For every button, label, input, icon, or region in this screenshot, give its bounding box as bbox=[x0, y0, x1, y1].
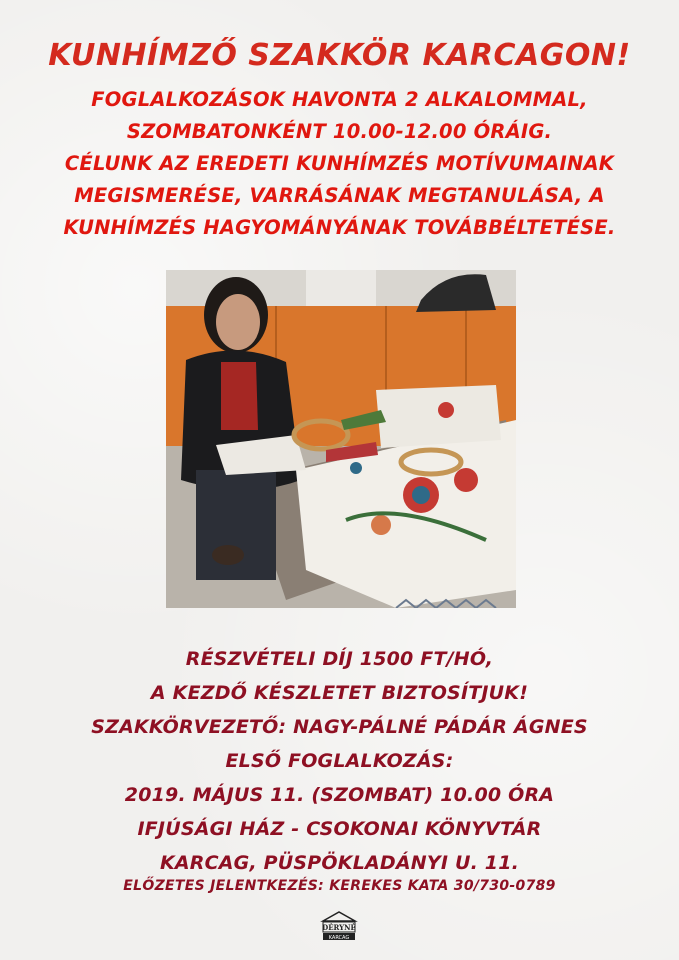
photo-illustration bbox=[166, 270, 516, 608]
detail-line: A KEZDŐ KÉSZLETET BIZTOSÍTJUK! bbox=[150, 682, 529, 704]
poster-title: KUNHÍMZŐ SZAKKÖR KARCAGON! bbox=[48, 38, 631, 73]
event-details bbox=[0, 642, 679, 880]
detail-line: KARCAG, PÜSPÖKLADÁNYI U. 11. bbox=[159, 852, 520, 874]
intro-text bbox=[0, 84, 679, 244]
intro-line: FOGLALKOZÁSOK HAVONTA 2 ALKALOMMAL, bbox=[91, 88, 588, 111]
detail-line: RÉSZVÉTELI DÍJ 1500 FT/HÓ, bbox=[185, 648, 494, 670]
detail-line: ELSŐ FOGLALKOZÁS: bbox=[225, 750, 454, 772]
detail-line: IFJÚSÁGI HÁZ - CSOKONAI KÖNYVTÁR bbox=[137, 818, 542, 840]
contact-line: ELŐZETES JELENTKEZÉS: KEREKES KATA 30/730-0789 bbox=[123, 878, 556, 894]
intro-line: SZOMBATONKÉNT 10.00-12.00 ÓRÁIG. bbox=[126, 120, 553, 143]
embroidery-photo bbox=[166, 270, 516, 608]
deryne-logo bbox=[319, 910, 359, 942]
intro-line: KUNHÍMZÉS HAGYOMÁNYÁNAK TOVÁBBÉLTETÉSE. bbox=[63, 216, 616, 239]
detail-line: 2019. MÁJUS 11. (SZOMBAT) 10.00 ÓRA bbox=[124, 784, 555, 806]
logo-name: DÉRYNÉ bbox=[322, 923, 356, 932]
detail-line: SZAKKÖRVEZETŐ: NAGY-PÁLNÉ PÁDÁR ÁGNES bbox=[91, 716, 588, 738]
intro-line: MEGISMERÉSE, VARRÁSÁNAK MEGTANULÁSA, A bbox=[74, 184, 605, 207]
logo-city: KARCAG bbox=[328, 935, 350, 941]
intro-line: CÉLUNK AZ EREDETI KUNHÍMZÉS MOTÍVUMAINAK bbox=[64, 152, 615, 175]
